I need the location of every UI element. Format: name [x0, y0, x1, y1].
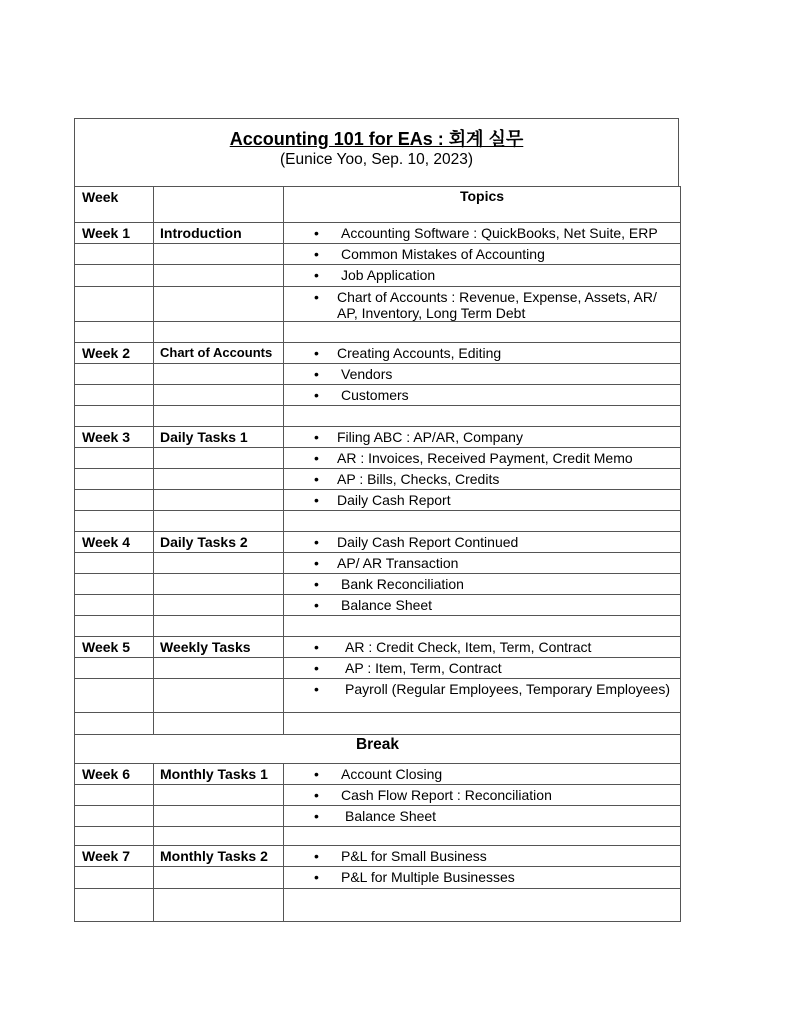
bullet-icon: •: [314, 808, 319, 824]
topic-cell: [284, 364, 681, 385]
bullet-icon: •: [314, 848, 319, 864]
document-title: Accounting 101 for EAs : 회계 실무: [229, 129, 524, 149]
bullet-icon: •: [314, 766, 319, 782]
empty-cell: [75, 406, 154, 427]
topic-text: Balance Sheet: [341, 597, 433, 613]
empty-cell: [284, 827, 681, 846]
topic-text: Daily Cash Report Continued: [337, 534, 519, 550]
topic-text: Accounting Software : QuickBooks, Net Suite, ERP: [341, 225, 658, 241]
week-cell-empty: [75, 364, 154, 385]
spacer-row: [75, 827, 681, 846]
empty-cell: [154, 827, 284, 846]
topic-cell: [284, 385, 681, 406]
week-cell-empty: [75, 287, 154, 322]
spacer-row: [75, 616, 681, 637]
spacer-row: [75, 511, 681, 532]
bullet-icon: •: [314, 681, 319, 697]
bullet-icon: •: [314, 345, 319, 361]
bullet-icon: •: [314, 246, 319, 262]
topic-row: [75, 265, 681, 287]
topic-row: [75, 553, 681, 574]
title-block: [74, 118, 679, 186]
topic-row: [75, 223, 681, 244]
bullet-icon: •: [314, 289, 319, 305]
topic-cell: [284, 265, 681, 287]
empty-cell: [284, 616, 681, 637]
bullet-icon: •: [314, 450, 319, 466]
empty-cell: [75, 322, 154, 343]
topic-cell: [284, 595, 681, 616]
topic-cell: [284, 658, 681, 679]
week-cell-empty: [75, 469, 154, 490]
topic-row: [75, 532, 681, 553]
week-label: Week 3: [75, 427, 154, 448]
topic-cell: [284, 244, 681, 265]
topic-row: [75, 244, 681, 265]
topic-text: Creating Accounts, Editing: [337, 345, 502, 361]
week-cell-empty: [75, 679, 154, 713]
topic-text: Payroll (Regular Employees, Temporary Employees): [345, 681, 670, 697]
spacer-row: [75, 889, 681, 922]
topic-row: [75, 427, 681, 448]
schedule-table: [74, 186, 681, 922]
week-cell-empty: [75, 490, 154, 511]
module-cell-empty: [154, 679, 284, 713]
topic-text: AR : Credit Check, Item, Term, Contract: [345, 639, 592, 655]
empty-cell: [284, 713, 681, 735]
topic-row: [75, 343, 681, 364]
week-label: Week 4: [75, 532, 154, 553]
module-cell-empty: [154, 574, 284, 595]
topic-cell: [284, 223, 681, 244]
empty-cell: [284, 511, 681, 532]
week-cell-empty: [75, 244, 154, 265]
bullet-icon: •: [314, 429, 319, 445]
topic-row: [75, 637, 681, 658]
topic-text: Common Mistakes of Accounting: [341, 246, 545, 262]
topic-cell: [284, 764, 681, 785]
module-cell-empty: [154, 385, 284, 406]
week-label: Week 7: [75, 846, 154, 867]
topic-cell: [284, 532, 681, 553]
topic-row: [75, 806, 681, 827]
topic-text: AP : Bills, Checks, Credits: [337, 471, 500, 487]
topic-text: Chart of Accounts : Revenue, Expense, Assets, AR/ AP, Inventory, Long Term Debt: [337, 289, 657, 321]
topic-text: AP/ AR Transaction: [337, 555, 459, 571]
header-module: [154, 187, 284, 223]
module-cell-empty: [154, 490, 284, 511]
topic-text: AR : Invoices, Received Payment, Credit Memo: [337, 450, 633, 466]
topic-cell: [284, 448, 681, 469]
empty-cell: [284, 406, 681, 427]
topic-text: Filing ABC : AP/AR, Company: [337, 429, 523, 445]
topic-row: [75, 448, 681, 469]
week-cell-empty: [75, 448, 154, 469]
topic-row: [75, 595, 681, 616]
empty-cell: [284, 889, 681, 922]
break-row: [75, 735, 681, 764]
topic-row: [75, 679, 681, 713]
empty-cell: [75, 511, 154, 532]
topic-row: [75, 469, 681, 490]
topic-row: [75, 574, 681, 595]
module-cell-empty: [154, 244, 284, 265]
topic-row: [75, 490, 681, 511]
module-cell-empty: [154, 265, 284, 287]
topic-cell: [284, 343, 681, 364]
topic-text: Job Application: [341, 267, 436, 283]
empty-cell: [154, 406, 284, 427]
topic-cell: [284, 490, 681, 511]
topic-cell: [284, 553, 681, 574]
header-topics: Topics: [284, 187, 681, 223]
bullet-icon: •: [314, 597, 319, 613]
bullet-icon: •: [314, 639, 319, 655]
week-label: Week 1: [75, 223, 154, 244]
week-cell-empty: [75, 385, 154, 406]
week-label: Week 2: [75, 343, 154, 364]
document-subtitle: (Eunice Yoo, Sep. 10, 2023): [279, 151, 474, 168]
topic-text: P&L for Multiple Businesses: [341, 869, 515, 885]
bullet-icon: •: [314, 555, 319, 571]
topic-row: [75, 785, 681, 806]
topic-cell: [284, 679, 681, 713]
topic-cell: [284, 469, 681, 490]
module-cell-empty: [154, 658, 284, 679]
topic-cell: [284, 637, 681, 658]
module-cell-empty: [154, 553, 284, 574]
topic-text: P&L for Small Business: [341, 848, 487, 864]
bullet-icon: •: [314, 787, 319, 803]
module-cell-empty: [154, 287, 284, 322]
week-label: Week 5: [75, 637, 154, 658]
topic-cell: [284, 785, 681, 806]
week-cell-empty: [75, 553, 154, 574]
empty-cell: [154, 322, 284, 343]
topic-text: Vendors: [341, 366, 393, 382]
module-cell-empty: [154, 448, 284, 469]
bullet-icon: •: [314, 387, 319, 403]
topic-row: [75, 867, 681, 889]
empty-cell: [75, 889, 154, 922]
topic-cell: [284, 574, 681, 595]
module-label: Monthly Tasks 1: [154, 764, 284, 785]
module-cell-empty: [154, 364, 284, 385]
bullet-icon: •: [314, 660, 319, 676]
bullet-icon: •: [314, 534, 319, 550]
topic-cell: [284, 287, 681, 322]
topic-text: Daily Cash Report: [337, 492, 451, 508]
empty-cell: [75, 827, 154, 846]
header-row: [75, 187, 681, 223]
week-label: Week 6: [75, 764, 154, 785]
topic-text: AP : Item, Term, Contract: [345, 660, 502, 676]
spacer-row: [75, 713, 681, 735]
topic-text: Account Closing: [341, 766, 443, 782]
empty-cell: [154, 889, 284, 922]
topic-cell: [284, 806, 681, 827]
topic-row: [75, 287, 681, 322]
week-cell-empty: [75, 785, 154, 806]
empty-cell: [154, 616, 284, 637]
topic-row: [75, 764, 681, 785]
break-label: Break: [75, 735, 681, 764]
empty-cell: [154, 511, 284, 532]
spacer-row: [75, 406, 681, 427]
module-label: Daily Tasks 1: [154, 427, 284, 448]
module-cell-empty: [154, 595, 284, 616]
empty-cell: [154, 713, 284, 735]
topic-cell: [284, 846, 681, 867]
week-cell-empty: [75, 658, 154, 679]
topic-row: [75, 846, 681, 867]
module-label: Introduction: [154, 223, 284, 244]
topic-row: [75, 658, 681, 679]
topic-text: Balance Sheet: [345, 808, 437, 824]
topic-cell: [284, 427, 681, 448]
module-label: Monthly Tasks 2: [154, 846, 284, 867]
bullet-icon: •: [314, 225, 319, 241]
week-cell-empty: [75, 574, 154, 595]
header-week: Week: [75, 187, 154, 223]
topic-row: [75, 385, 681, 406]
module-label: Chart of Accounts: [154, 343, 284, 364]
bullet-icon: •: [314, 576, 319, 592]
bullet-icon: •: [314, 366, 319, 382]
module-cell-empty: [154, 785, 284, 806]
topic-text: Bank Reconciliation: [341, 576, 464, 592]
bullet-icon: •: [314, 869, 319, 885]
module-cell-empty: [154, 867, 284, 889]
topic-text: Customers: [341, 387, 409, 403]
module-label: Weekly Tasks: [154, 637, 284, 658]
week-cell-empty: [75, 265, 154, 287]
empty-cell: [284, 322, 681, 343]
topic-cell: [284, 867, 681, 889]
module-label: Daily Tasks 2: [154, 532, 284, 553]
module-cell-empty: [154, 469, 284, 490]
week-cell-empty: [75, 806, 154, 827]
module-cell-empty: [154, 806, 284, 827]
spacer-row: [75, 322, 681, 343]
bullet-icon: •: [314, 267, 319, 283]
bullet-icon: •: [314, 471, 319, 487]
topic-text: Cash Flow Report : Reconciliation: [341, 787, 552, 803]
topic-row: [75, 364, 681, 385]
week-cell-empty: [75, 867, 154, 889]
empty-cell: [75, 616, 154, 637]
bullet-icon: •: [314, 492, 319, 508]
empty-cell: [75, 713, 154, 735]
week-cell-empty: [75, 595, 154, 616]
